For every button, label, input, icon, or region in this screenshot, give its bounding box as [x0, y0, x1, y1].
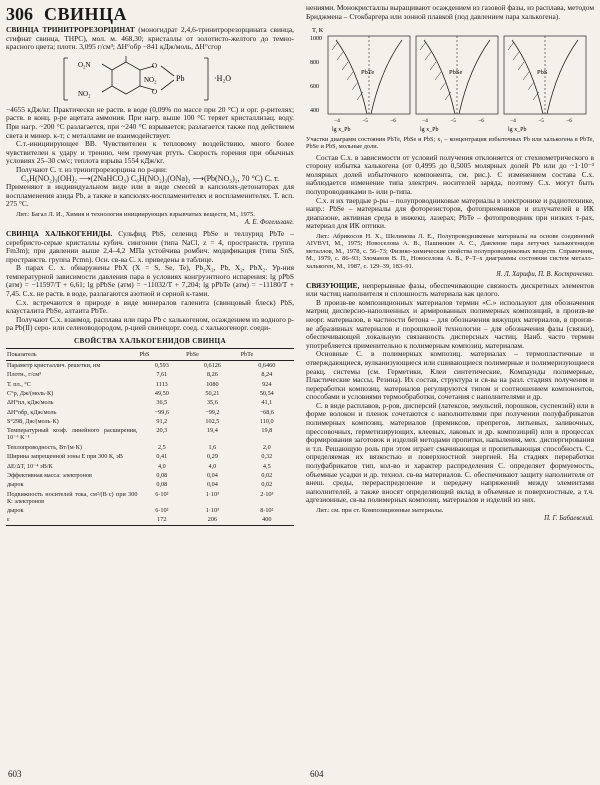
value-cell: 8,26 — [206, 371, 218, 379]
phase-boundary-right — [547, 40, 578, 114]
synthesis-reaction: C₆H(NO₂)₃(OH)₂ ⟶(2NaHCO₃) C₆H(NO₂)₃(ONa)₂ ⟶(Pb(NO₃)₂, 70 °C) С. т. — [21, 173, 279, 183]
chalcogenides-crystal-growth: нениями. Монокристаллы выращивают осаждением из газовой фазы, из расплава, методом Бриджмена – Стокбаргера или зонной плавкой (под давлением пара халькогена). — [306, 3, 594, 21]
hatch-mark — [425, 52, 431, 60]
value-cell: 1,6 — [208, 443, 217, 451]
value-cell: −99,2 — [205, 408, 220, 416]
y-tick-label: 600 — [310, 84, 319, 91]
value-cell: 19,8 — [261, 427, 273, 435]
properties-table — [6, 348, 294, 526]
nitro-label-c: NO₂ — [144, 75, 157, 84]
panel-label: PbS — [537, 69, 548, 77]
value-cell: 0,6460 — [258, 361, 276, 369]
value-cell: 0,04 — [206, 471, 218, 479]
running-title: СВИНЦА — [44, 4, 128, 24]
hatch-mark — [435, 72, 441, 80]
phase-boundary-right — [371, 40, 402, 114]
stifnate-properties: −4655 кДж/кг. Практически не раств. в воде (0,09% по массе при 20 °С) и орг. р-рителях; раств. в конц. р-ре ацетата аммония. При нагр. выше 100 °С теряет кристаллизац. воду. При нагр. ~200 °С разлагается, при ~240 °С взрывается; разлагается также под действием света и минер. к-т; с металлами не взаимодействует. — [6, 104, 294, 140]
row-label-cell: Подвижность носителей тока, см²/(В·с) при 300 К: электронов — [7, 490, 138, 505]
value-cell: 91,2 — [156, 418, 168, 426]
value-cell: 924 — [262, 380, 272, 388]
table-title: СВОЙСТВА ХАЛЬКОГЕНИДОВ СВИНЦА — [74, 337, 226, 346]
value-cell: 6·10² — [155, 507, 169, 515]
table-row — [6, 480, 294, 489]
value-cell: 2,5 — [157, 443, 166, 451]
phase-diagram — [306, 24, 594, 134]
row-label-cell: Т. пл., °С — [7, 380, 31, 388]
table-header-cell: PbTe — [240, 348, 294, 360]
page-number-top: 306 — [6, 4, 33, 24]
value-cell: 0,02 — [261, 481, 273, 489]
table-row — [6, 490, 294, 506]
table-row — [6, 370, 294, 379]
table-header-cell: PbSe — [185, 348, 239, 360]
value-cell: 50,54 — [259, 389, 274, 397]
stifnate-literature: Лит.: Багал Л. И., Химия и технология инициирующих взрывчатых веществ, М., 1975. — [16, 210, 255, 218]
oxygen-b: O — [152, 87, 158, 96]
value-cell: −68,6 — [259, 408, 274, 416]
binders-literature: Лит.: см. при ст. Композиционные материалы. — [316, 507, 444, 514]
table-row — [6, 398, 294, 407]
chalcogenides-preparation: Получают С.х. взаимод. расплава или пара Pb с халькогеном, осаждением из водного р-ра Pb(II) серо- или селеноводородом, р-цией свинецорг. соед. с халькогенорг. соеди- — [6, 314, 294, 333]
value-cell: 0,08 — [156, 481, 168, 489]
value-cell: 110,0 — [259, 418, 274, 426]
table-row — [6, 389, 294, 398]
panel-label: PbSe — [449, 69, 463, 77]
value-cell: 0,04 — [206, 481, 218, 489]
row-label-cell: ε — [6, 515, 138, 525]
table-row — [6, 408, 294, 417]
value-cell: 0,32 — [261, 453, 273, 461]
value-cell: −99,6 — [154, 408, 169, 416]
value-cell: 1·10³ — [205, 507, 219, 515]
value-cell: 7,61 — [156, 371, 168, 379]
chalcogenides-authors: Я. Л. Харифи, П. В. Костриченко. — [496, 270, 594, 278]
value-cell: 0,02 — [261, 471, 273, 479]
value-cell: 1080 — [206, 380, 219, 388]
value-cell: 2,0 — [262, 443, 271, 451]
row-label-cell: Параметр кристаллич. решетки, нм — [7, 361, 101, 369]
table-row — [6, 443, 294, 452]
table-row — [6, 360, 294, 370]
left-column — [6, 26, 294, 526]
x-tick-label: −5 — [362, 118, 368, 125]
structural-formula — [6, 54, 294, 104]
hatch-mark — [430, 62, 436, 70]
binders-main: Основные С. в полимерных композиц. материалах – термопластичные и отверждающиеся, вулканизующиеся или сшивающиеся полимерные и полимеризующиеся реакц. системы (см. Герметики, Клеи синтетические, Компаунды полимерные, Пластические массы, Резина). Их состав, структура и св-ва на разл. стадиях получения и переработки композиц. материалов регулируются типом и соотношением компонентов, способами и условиями термообработки, сочетания с наполнителями и др. — [306, 349, 594, 402]
headword-chalcogenides: СВИНЦА ХАЛЬКОГЕНИДЫ. — [6, 228, 113, 238]
x-tick-label: −6 — [478, 118, 484, 125]
table-row — [6, 506, 294, 515]
headword-binders: СВЯЗУЮЩИЕ, — [306, 280, 360, 290]
phase-diagram-figure — [306, 24, 594, 134]
phase-boundary-right — [459, 40, 490, 114]
panel-label: PbTe — [361, 69, 375, 77]
hatch-mark — [528, 82, 534, 90]
hatch-mark — [342, 62, 348, 70]
nitro-label-b: NO₂ — [78, 89, 91, 98]
row-label-cell: Плотн., г/см³ — [7, 371, 41, 379]
hatch-mark — [518, 62, 524, 70]
row-label-cell: Теплопроводность, Вт/(м·К) — [7, 443, 82, 451]
row-label-cell: Ширина запрещенной зоны Е при 300 К, эВ — [7, 453, 123, 461]
phase-boundary-left — [424, 40, 455, 114]
value-cell: 19,4 — [206, 427, 218, 435]
y-axis-label: T, К — [312, 27, 324, 35]
value-cell: 35,6 — [206, 399, 218, 407]
value-cell: 6·10² — [155, 490, 169, 498]
value-cell: 0,6126 — [203, 361, 221, 369]
value-cell: 20,3 — [156, 427, 168, 435]
row-label-cell: S°298, Дж/(моль·К) — [7, 418, 59, 426]
hatch-mark — [347, 72, 353, 80]
page-header — [6, 4, 296, 26]
nitro-label-a: O₂N — [78, 60, 91, 69]
entry-chalcogenides: СВИНЦА ХАЛЬКОГЕНИДЫ. Сульфид PbS, селенид PbSe и теллурид PbTe – серебристо-серые кристаллы кубич. сингонии (типа NaCl, z = 4, пространств. группа Fm3m); при давлении выше 2,4–4,2 МПа устойчива ромбич. модификация (типа SnS, пространств. группа Pcmn). Осн. св-ва С. х. приведены в таблице. — [6, 228, 294, 264]
row-label-cell: ΔE/ΔT, 10⁻⁴ эВ/К — [7, 462, 53, 470]
applications-paragraph: С.х. и их твердые р-ры – полупроводниковые материалы в электронике и радиотехнике, напр.: PbSe – материалы для фоторезисторов, фотоприемников и излучателей в ИК диапазоне, активная среда в инжекц. лазерах; PbTe – фотопроводник при низких т-рах, материал для ИК оптики. — [306, 195, 594, 231]
row-label-cell: Эффективная масса: электронов — [7, 471, 92, 479]
x-tick-label: −5 — [450, 118, 456, 125]
entry-binders: СВЯЗУЮЩИЕ, непрерывные фазы, обеспечивающие связность дискретных элементов или частиц наполнителя и сплошность материала как целого. — [306, 280, 594, 299]
hatch-mark — [332, 42, 338, 50]
x-tick-label: −4 — [510, 118, 516, 125]
table-row — [6, 379, 294, 388]
chalcogenides-vapor: В парах С. х. обнаружены PbX (X = S, Se, Te), Pb₂X₂, Pb, X₂, PbX₂. Ур-ния температурной зависимости давления пара в условиях конгруэнтного испарения: lg pPbS (атм) = −11597/T + 6,61; lg pPbSe (атм) = −11032/T + 7,204; lg pPbTe (атм) = −11180/T + 7,45. С.х. не раств. в воде, разлагаются азотной и серной к-тами. — [6, 263, 294, 299]
hatch-mark — [337, 52, 343, 60]
lead-label: Pb — [176, 73, 185, 83]
x-tick-label: −6 — [566, 118, 572, 125]
row-label-cell: Температурный коэф. линейного расширения, 10⁻⁶ K⁻¹ — [7, 427, 138, 442]
value-cell: 36,5 — [156, 399, 168, 407]
chalcogenides-literature: Лит.: Абрикосов Н. Х., Шелимова Л. Е., Полупроводниковые материалы на основе соединений AIVBVI, М., 1975; Новоселова А. В., Пашинкин А. С., Давление пара летучих халькогенидов металлов, М., 1978, с. 56–73; Физико-химические свойства полупроводниковых веществ. Справочник, М., 1979, с. 86–93; Зломанов В. П., Новоселова А. В., P–T–x диаграммы состояния систем металл–халькоген, М., 1987, с. 129–39, 183–91. — [306, 232, 594, 270]
figure-caption: Участки диаграмм состояния PbTe, PbSe и PbS; x₁ – концентрация избыточных Pb или халькогена в PbTe, PbSe и PbS, мольные доли. — [306, 136, 594, 151]
value-cell: 0,593 — [154, 361, 169, 369]
value-cell: 1·10³ — [205, 490, 219, 498]
binders-author: П. Г. Бабаевский. — [544, 515, 594, 523]
table-row — [6, 461, 294, 470]
value-cell: 49,50 — [154, 389, 169, 397]
value-cell: 0,08 — [156, 471, 168, 479]
value-cell: 0,29 — [206, 453, 218, 461]
x-tick-label: −6 — [390, 118, 396, 125]
value-cell: 4,5 — [262, 462, 271, 470]
chalcogenides-minerals: С.х. встречаются в природе в виде минералов галенита (свинцовый блеск) PbS, клаусталита PbSe, алтаита PbTe. — [6, 297, 294, 316]
headword-stifnate: СВИНЦА ТРИНИТРОРЕЗОРЦИНАТ — [6, 25, 135, 34]
binders-processing: С. в виде расплавов, р-ров, дисперсий (латексов, эмульсий, порошков, суспензий) или в форме волокон и пленок сочетаются с наполнителями при получении полуфабрикатов полимерных композиц. материалов (премиксов, препрегов, литьевых, заливочных, прессовочных, герметизирующих, клеевых, лаковых и др. композиций) или в процессах формирования заготовок и изделий методами пропитки, напыления, мех. диспергирования и т.п. Решающую роль при этом играет смачивающая и пропитывающая способность С., определяемая их вязкостью и поверхностной энергией. На стадиях переработки полуфабрикатов тип, кол-во и характер распределения С. определяет формуемость, объемные усадки и др. технол. св-ва материалов. С. обеспечивают защиту наполнителя от внеш. среды, перераспределение и передачу напряжений между элементами наполнителей, а также вносят определяющий вклад в объемные и поверхностные, а т.ч. адгезионные, св-ва полимерных композиц. материалов и изделий из них. — [306, 400, 594, 505]
hatch-mark — [440, 82, 446, 90]
table-row — [6, 515, 294, 525]
composition-paragraph: Состав С.х. в зависимости от условий получения отклоняется от стехиометрического в сторону избытка халькогена (от 0,4995 до 0,5005 молярных долей Pb или до ~1·10⁻³ молярных долей избыточного компонента, см. рис.). С изменением состава С.х. наблюдается изменение типа электрич. носителей заряда, поэтому С.х. могут быть полупроводниками n- или p-типа. — [306, 152, 594, 196]
stifnate-application: Применяют в индивидуальном виде или в виде смесей в капсюлях-детонаторах для воспламенения азида Рb, а также в капсюлях-воспламенителях и воспламенителях. Т. всп. 275 °С. — [6, 182, 294, 209]
x-axis-label: lg x_Pb — [508, 127, 527, 134]
row-label-cell: C°p, Дж/(моль·К) — [7, 389, 54, 397]
row-label-cell: дырок — [7, 507, 24, 515]
x-axis-label: lg x_Pb — [420, 127, 439, 134]
row-label-cell: дырок — [7, 481, 24, 489]
table-header-cell: Показатель — [6, 348, 138, 360]
hatch-mark — [420, 42, 426, 50]
table-header-cell: PbS — [138, 348, 185, 360]
oxygen-a: O — [152, 61, 158, 70]
value-cell: 102,5 — [205, 418, 220, 426]
page-number-left: 603 — [8, 769, 22, 779]
value-cell: 4,0 — [157, 462, 166, 470]
y-tick-label: 800 — [310, 60, 319, 67]
value-cell: 206 — [185, 515, 239, 525]
x-tick-label: −4 — [334, 118, 340, 125]
x-tick-label: −5 — [538, 118, 544, 125]
value-cell: 50,21 — [205, 389, 220, 397]
y-tick-label: 400 — [310, 108, 319, 115]
phase-boundary-left — [336, 40, 367, 114]
stifnate-author: А. Е. Фогельзанг. — [244, 219, 294, 227]
value-cell: 172 — [138, 515, 185, 525]
x-tick-label: −4 — [422, 118, 428, 125]
formula-drawing — [6, 54, 294, 104]
value-cell: 400 — [240, 515, 294, 525]
table-row — [6, 452, 294, 461]
x-axis-label: lg x_Pb — [332, 127, 351, 134]
y-tick-label: 1000 — [310, 36, 322, 43]
table-header-row — [6, 348, 294, 360]
phase-boundary-left — [512, 40, 543, 114]
hatch-mark — [523, 72, 529, 80]
value-cell: 2·10³ — [260, 490, 274, 498]
page-number-right: 604 — [310, 769, 324, 779]
table-row — [6, 426, 294, 442]
hatch-mark — [508, 42, 514, 50]
value-cell: 8,24 — [261, 371, 273, 379]
right-column — [306, 4, 594, 526]
value-cell: 4,0 — [208, 462, 217, 470]
value-cell: 1113 — [155, 380, 168, 388]
row-label-cell: ΔH°обр, кДж/моль — [7, 408, 57, 416]
binders-composites: В произв-ве композиционных материалов термин «С.» используют для обозначения матриц дисперсно-наполненных и армированных полимерных композиций, в произв-ве неорг. материалов, в частности бетона – для обозначения вяжущих материалов, в произв-ве абразивных материалов и порошковой технологии – для обозначения фазы (связки), обеспечивающей локальную связанность дисперсных частиц. Нанб. часто термин употребляется применительно к полимерным композиц. материалам. — [306, 297, 594, 350]
value-cell: 8·10² — [260, 507, 274, 515]
value-cell: 0,41 — [156, 453, 168, 461]
stifnate-usage: С.т.-инициирующее ВВ. Чувствителен к тепловому воздействию, много более чувствителен к удару и трению, чем гремучая ртуть. Скорость горения при обычных условиях 25–30 см/с; теплота взрыва 1554 кДж/кг. — [6, 139, 294, 166]
stifnate-synthesis-intro: Получают С. т. из тринитрорезорцина по р-ции: — [16, 164, 168, 174]
entry-stifnate: СВИНЦА ТРИНИТРОРЕЗОРЦИНАТ (моногидрат 2,4,6-тринитрорезорцината свинца, стифнат свинца, ТНРС), мол. м. 468,30; кристаллы от золотисто-желтого до темно-красного цвета; плотн. 3,095 г/см³; ΔH°обр −841 кДж/моль, ΔH°сгор — [6, 25, 294, 52]
hatch-mark — [513, 52, 519, 60]
row-label-cell: ΔH°пл, кДж/моль — [7, 399, 54, 407]
table-row — [6, 417, 294, 426]
table-body — [6, 360, 294, 525]
table-row — [6, 471, 294, 480]
hatch-mark — [352, 82, 358, 90]
water-label: ·H₂O — [214, 73, 232, 83]
value-cell: 41,1 — [261, 399, 273, 407]
